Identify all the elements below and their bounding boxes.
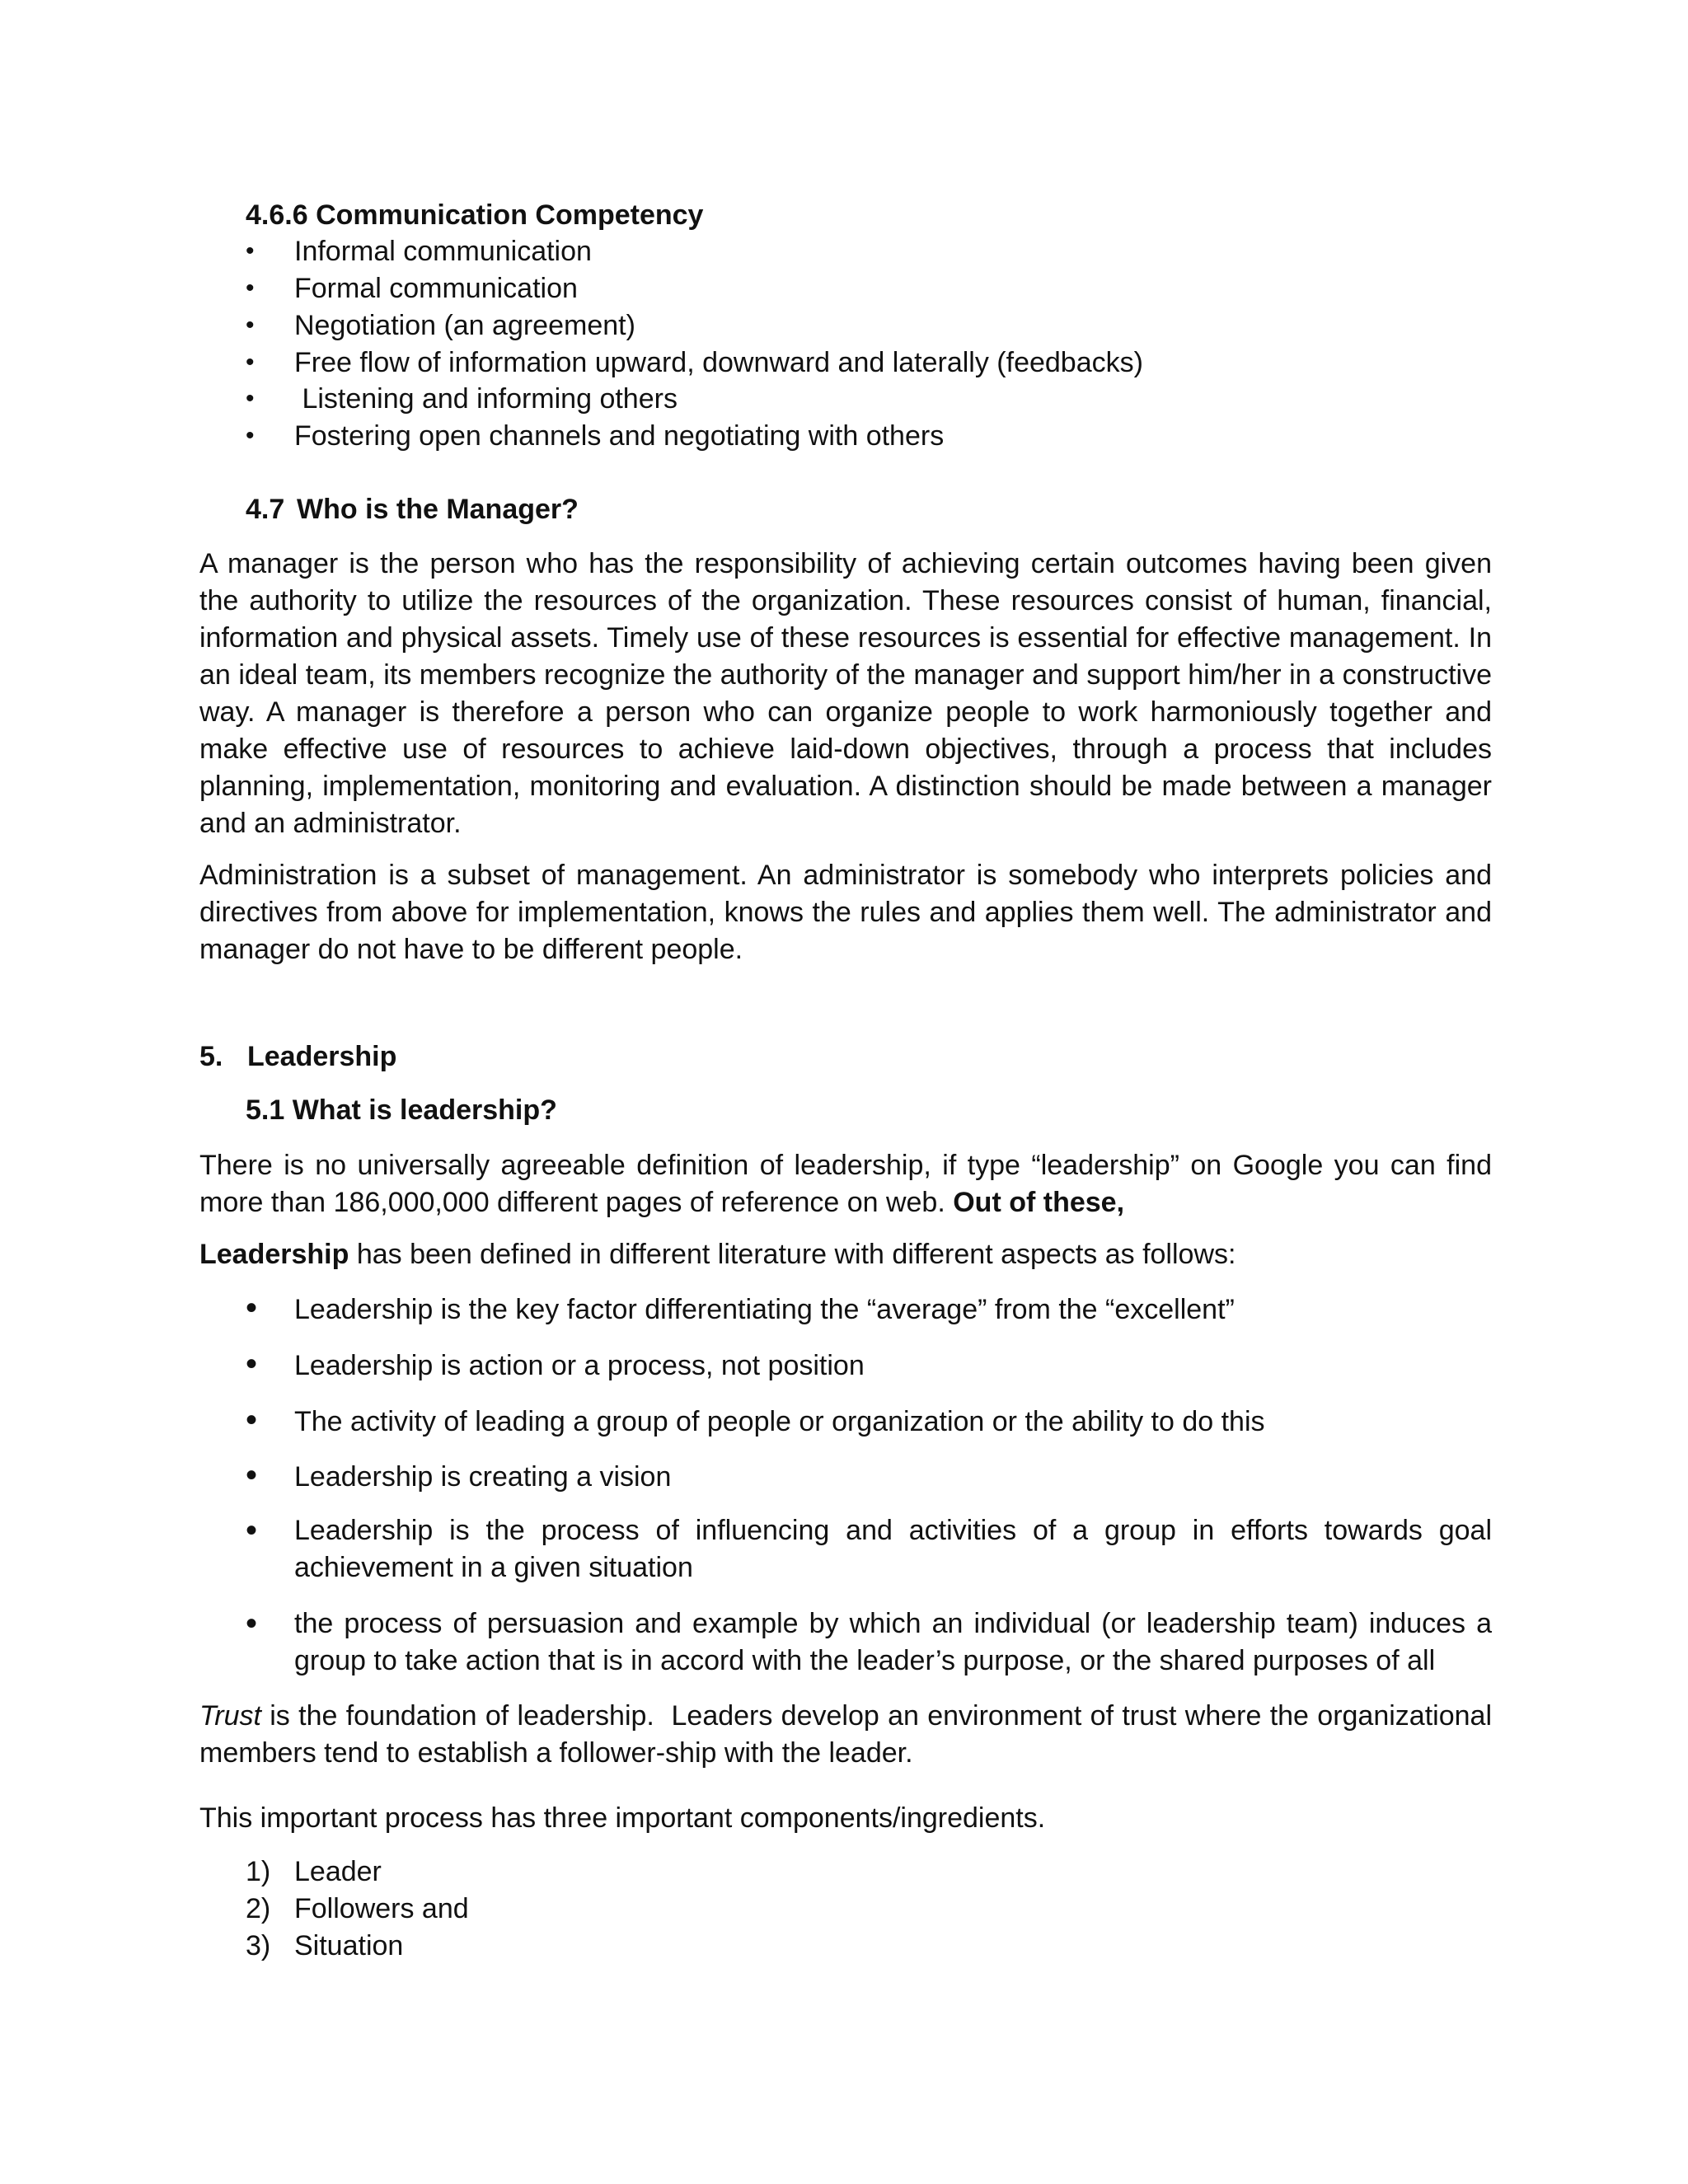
bullet-icon: • xyxy=(246,1402,258,1438)
list-item: Leader xyxy=(294,1856,382,1887)
bullet-icon: • xyxy=(246,237,255,265)
section-heading-4-7: Who is the Manager? xyxy=(297,494,579,525)
bullet-icon: • xyxy=(246,1605,258,1642)
bullet-icon: • xyxy=(246,1290,258,1326)
list-number: 2) xyxy=(246,1893,271,1924)
section-heading-4-6-6: 4.6.6 Communication Competency xyxy=(246,199,704,231)
list-item: the process of persuasion and example by which an individual (or leadership team) induces a group to take action that is in accord with the leader’s purpose, or the shared purposes of all xyxy=(294,1608,1492,1676)
list-number: 3) xyxy=(246,1930,271,1961)
bullet-icon: • xyxy=(246,385,255,412)
trust-paragraph: Trust is the foundation of leadership. Leaders develop an environment of trust where the organizational members tend to establish a follower-ship with the leader. xyxy=(199,1700,1500,1769)
bullet-icon: • xyxy=(246,1457,258,1493)
leadership-definition-intro: Leadership has been defined in different literature with different aspects as follows: xyxy=(199,1239,1236,1270)
list-item: Listening and informing others xyxy=(294,383,678,415)
list-item: The activity of leading a group of people or organization or the ability to do this xyxy=(294,1406,1265,1437)
manager-paragraph: A manager is the person who has the responsibility of achieving certain outcomes having been given the authority to utilize the resources of the organization. These resources consist of human, financial, information and physical assets. Timely use of these resources is essential for effective management. In an ideal team, its members recognize the authority of the manager and support him/her in a constructive way. A manager is therefore a person who can organize people to work harmoniously together and make effective use of resources to achieve laid-down objectives, through a process that includes planning, implementation, monitoring and evaluation. A distinction should be made between a manager and an administrator. xyxy=(199,548,1492,839)
leadership-intro-paragraph: There is no universally agreeable definition of leadership, if type “leadership” on Google you can find more than 186,000,000 different pages of reference on web. Out of these, xyxy=(199,1150,1492,1218)
bullet-icon: • xyxy=(246,349,255,376)
bullet-icon: • xyxy=(246,312,255,339)
section-heading-5: Leadership xyxy=(247,1041,397,1072)
list-item: Leadership is the key factor differentiating the “average” from the “excellent” xyxy=(294,1294,1235,1325)
subsection-heading-5-1: 5.1 What is leadership? xyxy=(246,1094,557,1126)
bullet-icon: • xyxy=(246,1346,258,1382)
section-number-5: 5. xyxy=(199,1041,223,1072)
list-item: Situation xyxy=(294,1930,404,1961)
administration-paragraph: Administration is a subset of management. An administrator is somebody who interprets policies and directives from above for implementation, knows the rules and applies them well. The administrator and manager do not have to be different people. xyxy=(199,860,1492,965)
list-item: Formal communication xyxy=(294,273,578,304)
list-item: Leadership is creating a vision xyxy=(294,1461,672,1493)
list-item: Informal communication xyxy=(294,236,592,267)
section-number-4-7: 4.7 xyxy=(246,494,285,525)
list-item: Leadership is action or a process, not position xyxy=(294,1350,865,1381)
bullet-icon: • xyxy=(246,1512,258,1549)
list-item: Free flow of information upward, downward and laterally (feedbacks) xyxy=(294,347,1143,378)
bullet-icon: • xyxy=(246,422,255,449)
list-item: Leadership is the process of influencing and activities of a group in efforts towards goal achievement in a given situation xyxy=(294,1515,1492,1583)
components-intro: This important process has three important components/ingredients. xyxy=(199,1802,1046,1834)
list-item: Negotiation (an agreement) xyxy=(294,310,635,341)
bullet-icon: • xyxy=(246,274,255,302)
list-number: 1) xyxy=(246,1856,271,1887)
list-item: Fostering open channels and negotiating with others xyxy=(294,420,945,452)
list-item: Followers and xyxy=(294,1893,469,1924)
